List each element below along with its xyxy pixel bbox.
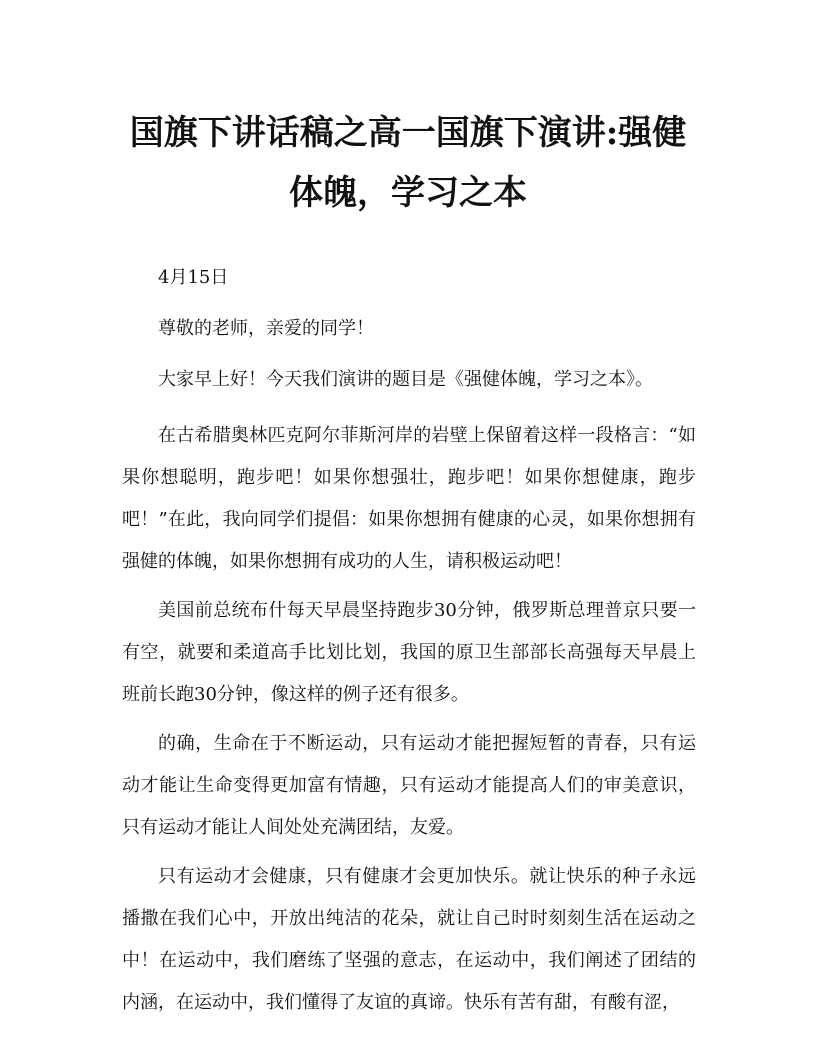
title-line-2: 体魄，学习之本 <box>289 173 527 213</box>
document-title <box>0 103 816 223</box>
opening-paragraph: 大家早上好！今天我们演讲的题目是《强健体魄，学习之本》。 <box>158 369 653 390</box>
document-body <box>122 262 696 1024</box>
motto-paragraph: 在古希腊奥林匹克阿尔菲斯河岸的岩壁上保留着这样一段格言：“如果你想聪明，跑步吧！如果你想强壮，跑步吧！如果你想健康，跑步吧！”在此，我向同学们提倡：如果你想拥有健康的心灵，如果你想拥有强健的体魄，如果你想拥有成功的人生，请积极运动吧！ <box>122 425 696 572</box>
health-happiness-paragraph: 只有运动才会健康，只有健康才会更加快乐。就让快乐的种子永远播撒在我们心中，开放出纯洁的花朵，就让自己时时刻刻生活在运动之中！在运动中，我们磨练了坚强的意志，在运动中，我们阐述了团结的内涵，在运动中，我们懂得了友谊的真谛。快乐有苦有甜，有酸有涩， <box>122 866 696 1013</box>
title-line-1: 国旗下讲话稿之高一国旗下演讲:强健 <box>129 113 687 153</box>
greeting-paragraph: 尊敬的老师，亲爱的同学！ <box>158 318 374 339</box>
examples-paragraph: 美国前总统布什每天早晨坚持跑步30分钟，俄罗斯总理普京只要一有空，就要和柔道高手比划比划，我国的原卫生部部长高强每天早晨上班前长跑30分钟，像这样的例子还有很多。 <box>122 600 696 705</box>
date-paragraph: 4月15日 <box>158 267 229 288</box>
life-in-motion-paragraph: 的确，生命在于不断运动，只有运动才能把握短暂的青春，只有运动才能让生命变得更加富有情趣，只有运动才能提高人们的审美意识，只有运动才能让人间处处充满团结，友爱。 <box>122 733 696 838</box>
